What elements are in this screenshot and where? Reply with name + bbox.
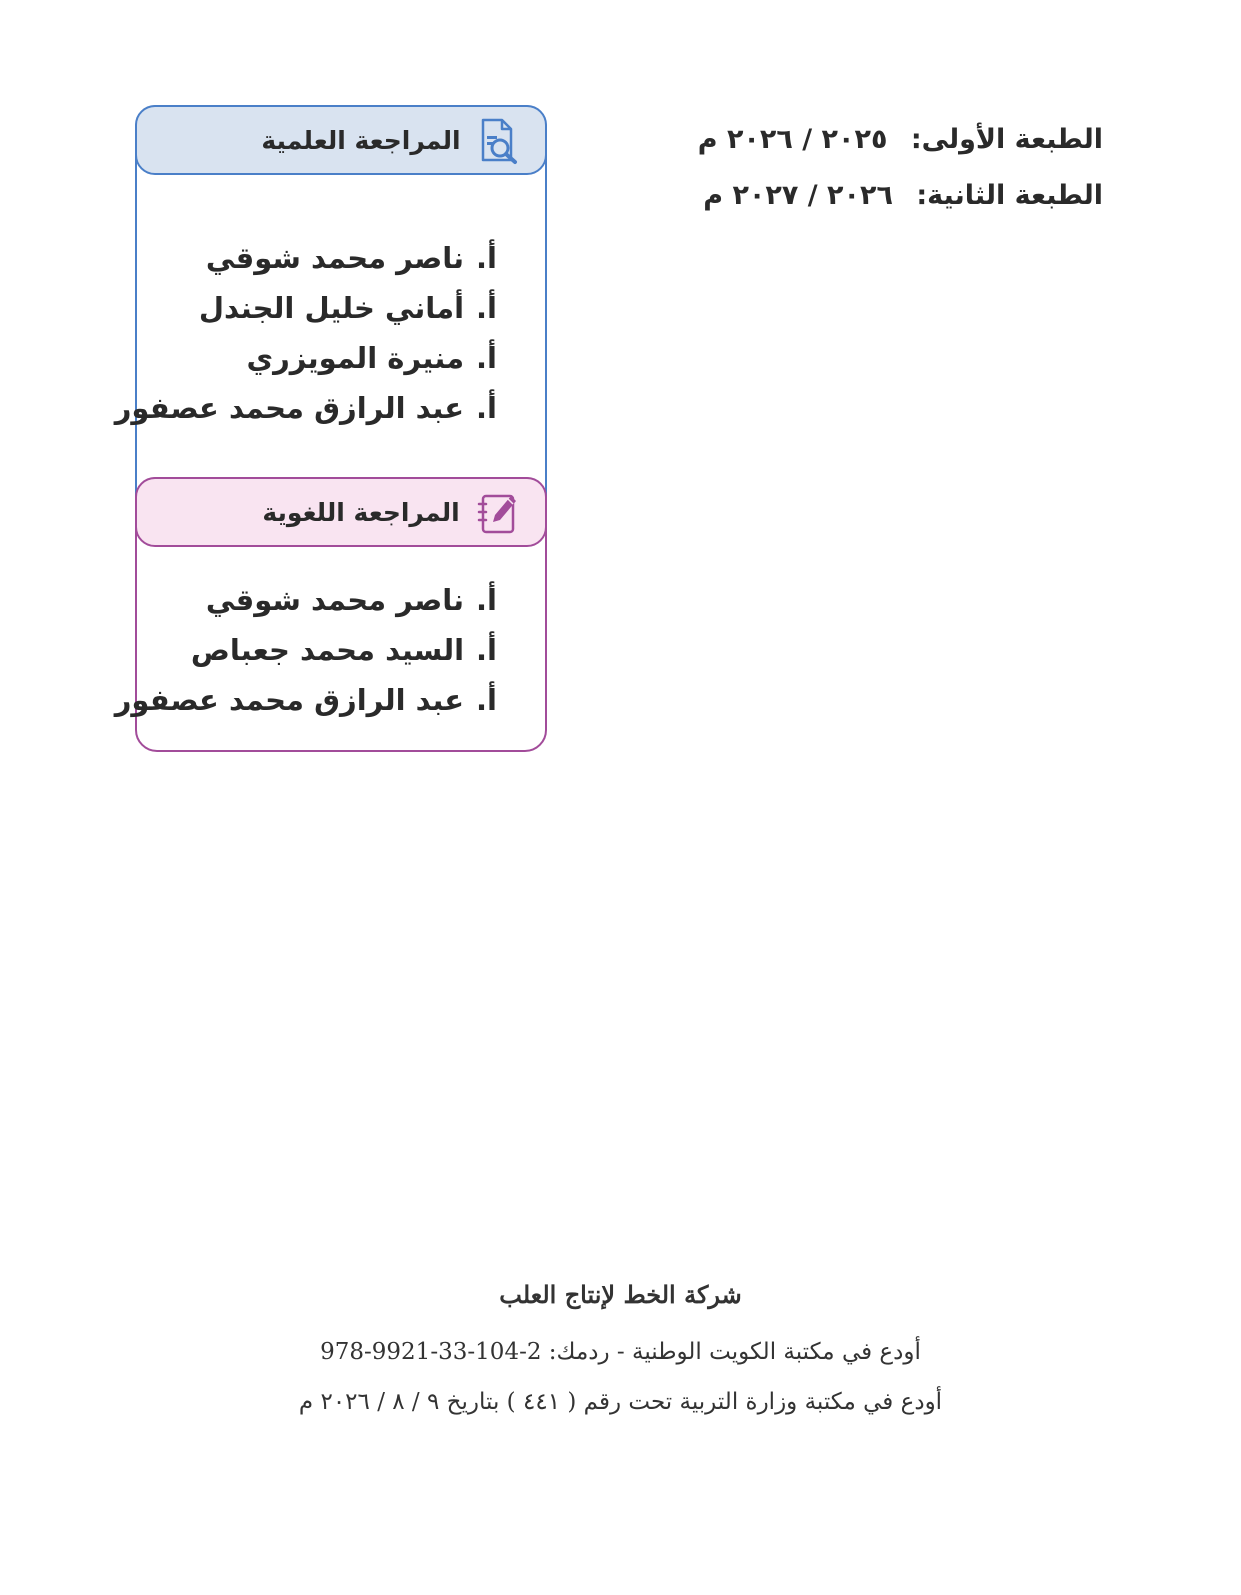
- scientific-review-box: [114, 105, 547, 525]
- reviewer-item: [137, 575, 497, 625]
- linguistic-review-header: [135, 477, 547, 547]
- document-search-icon: [473, 116, 523, 166]
- reviewer-item: [137, 283, 497, 333]
- ministry-library-deposit: أودع في مكتبة وزارة التربية تحت رقم ( ٤٤١ ) بتاريخ ٩ / ٨ / ٢٠٢٦ م: [298, 1389, 943, 1415]
- reviewer-name: أماني خليل الجندل: [198, 291, 465, 325]
- reviewer-item: [114, 383, 497, 433]
- first-edition: [683, 112, 1103, 168]
- reviewer-name: ناصر محمد شوقي: [205, 241, 465, 275]
- publication-footer: [0, 1280, 1241, 1427]
- scientific-review-header: [135, 105, 547, 175]
- reviewer-item: [137, 233, 497, 283]
- reviewer-prefix: أ.: [476, 291, 497, 325]
- editions-block: [683, 112, 1103, 224]
- scientific-reviewers-list: [114, 233, 545, 433]
- linguistic-review-box: [114, 477, 547, 752]
- reviewer-prefix: أ.: [476, 241, 497, 275]
- company-name: شركة الخط لإنتاج العلب: [499, 1280, 742, 1309]
- edition-years: ٢٠٢٦ / ٢٠٢٧ م: [703, 180, 893, 211]
- deposit-info: [0, 1327, 1241, 1427]
- reviewer-prefix: أ.: [476, 583, 497, 617]
- national-library-deposit: أودع في مكتبة الكويت الوطنية - ردمك: 2-104-33-9921-978: [320, 1339, 921, 1365]
- reviewer-prefix: أ.: [476, 683, 497, 717]
- reviewer-name: منيرة المويزري: [246, 341, 465, 375]
- reviewer-name: ناصر محمد شوقي: [205, 583, 465, 617]
- reviewer-prefix: أ.: [476, 391, 497, 425]
- reviewer-prefix: أ.: [476, 633, 497, 667]
- reviewer-name: عبد الرازق محمد عصفور: [114, 391, 465, 425]
- linguistic-review-title: المراجعة اللغوية: [262, 497, 460, 527]
- edition-years: ٢٠٢٥ / ٢٠٢٦ م: [697, 124, 888, 155]
- second-edition: [683, 168, 1103, 224]
- reviewer-item: [114, 675, 497, 725]
- reviewer-item: [137, 333, 497, 383]
- scientific-review-title: المراجعة العلمية: [261, 125, 461, 155]
- edition-label: الطبعة الأولى:: [910, 124, 1103, 155]
- reviewer-item: [137, 625, 497, 675]
- edition-label: الطبعة الثانية:: [916, 180, 1103, 211]
- linguistic-reviewers-list: [114, 575, 545, 725]
- reviewer-name: السيد محمد جعباص: [190, 633, 465, 667]
- reviewer-name: عبد الرازق محمد عصفور: [114, 683, 465, 717]
- notebook-pen-icon: [473, 488, 523, 538]
- reviewer-prefix: أ.: [476, 341, 497, 375]
